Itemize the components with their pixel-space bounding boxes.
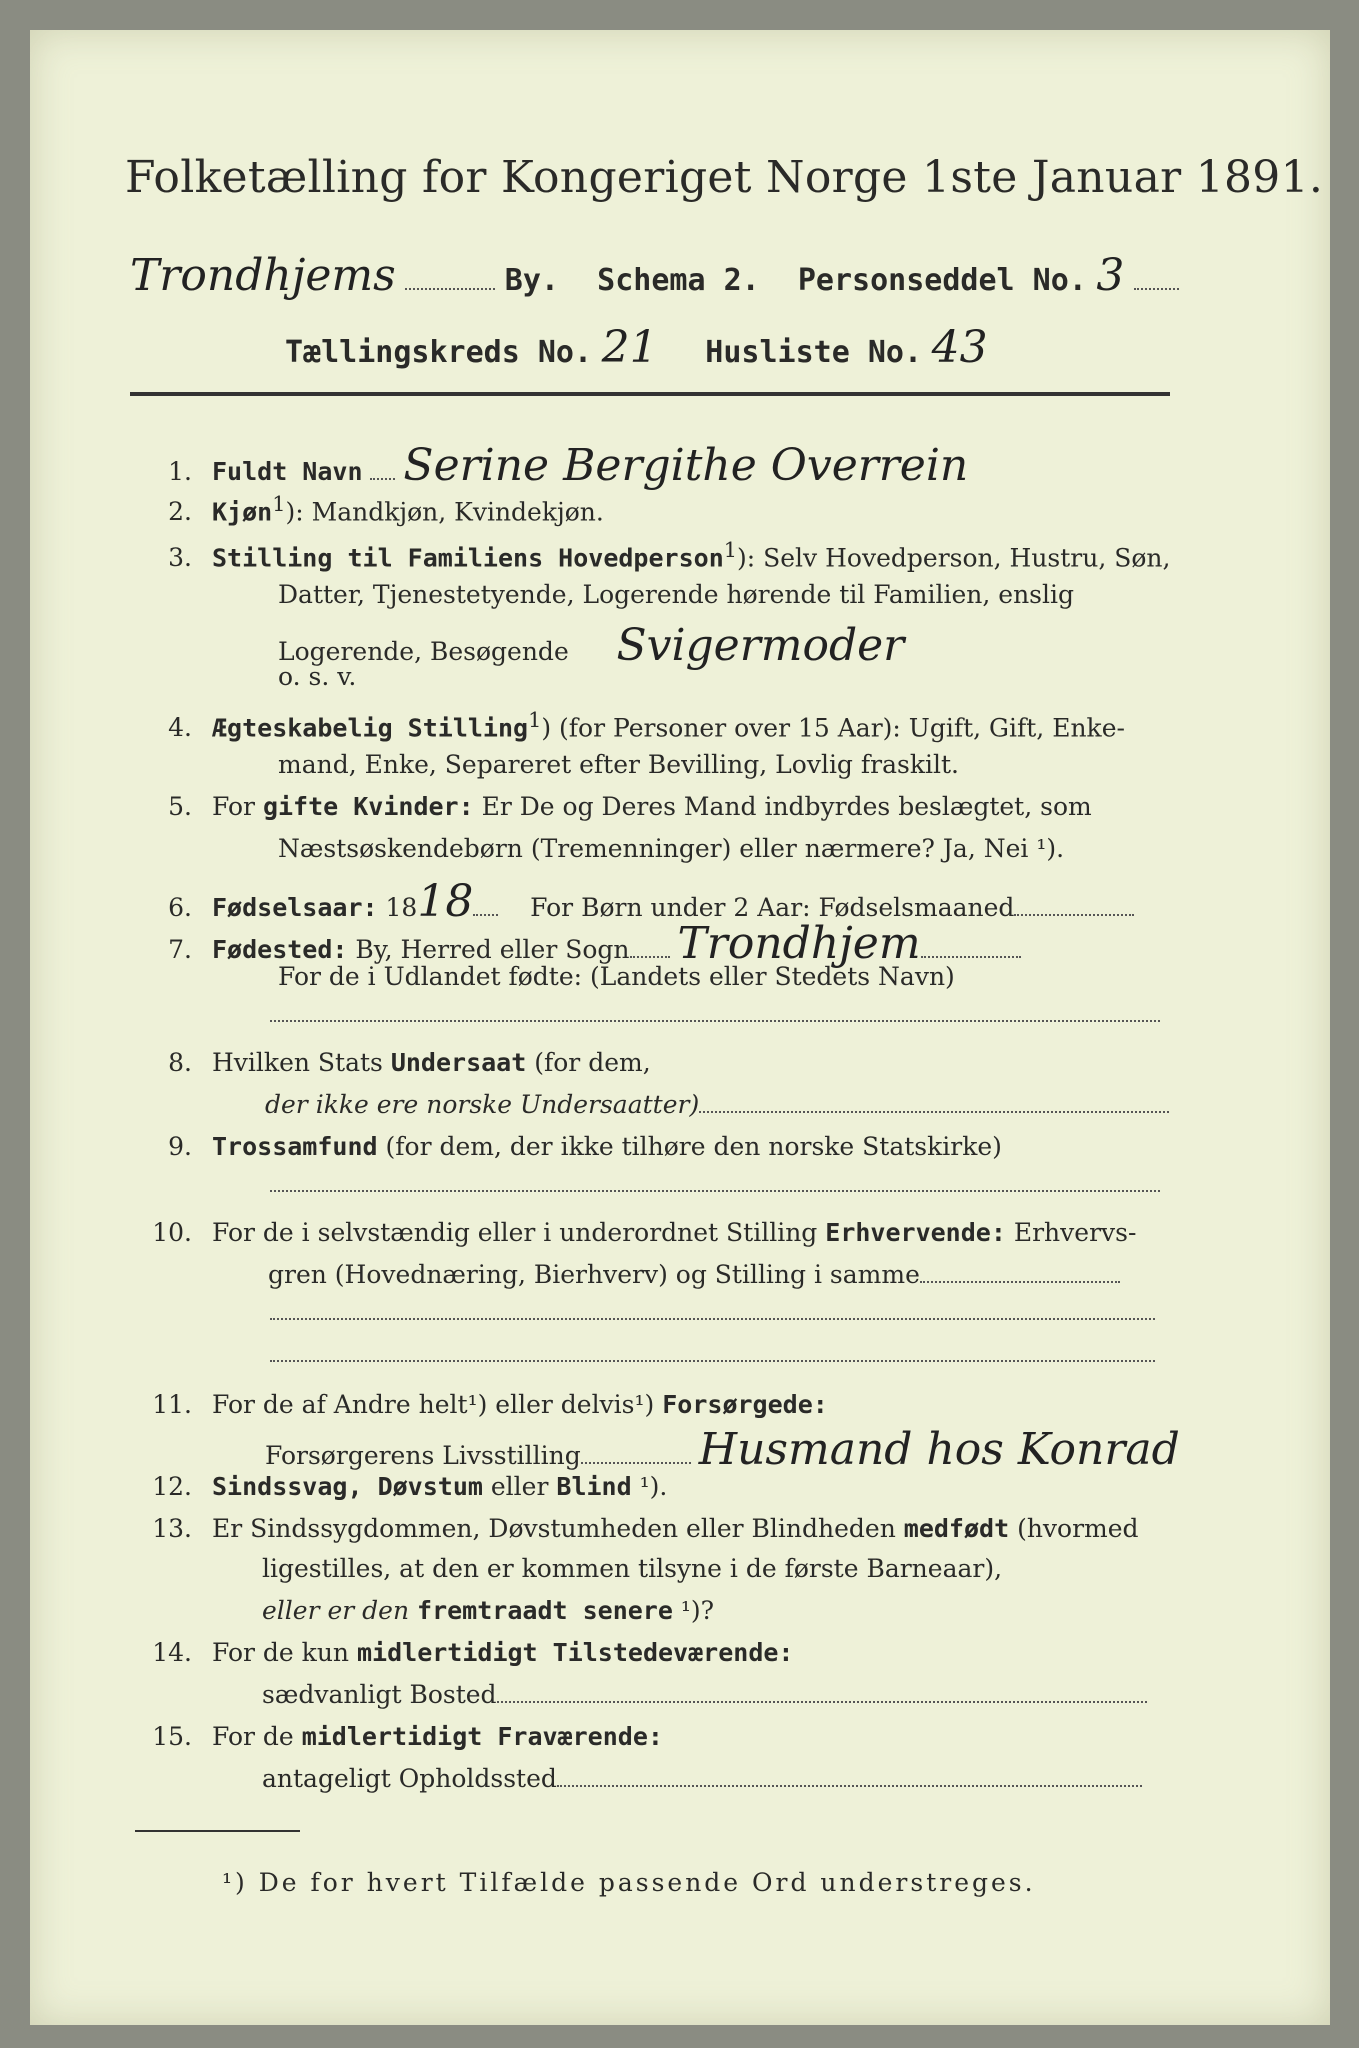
header-rule: [130, 392, 1170, 396]
question-text: Hvilken Stats: [212, 1048, 383, 1077]
question-number: 5.: [168, 792, 192, 821]
question-8-line-2: [265, 1090, 1169, 1119]
dotted-line: [270, 1020, 1160, 1022]
question-label: gifte Kvinder:: [262, 792, 474, 821]
question-13-text-2: ligestilles, at den er kommen tilsyne i de første Barneaar),: [262, 1554, 1003, 1583]
question-label: Fødselsaar:: [212, 893, 378, 922]
personseddel-label: Personseddel No.: [797, 263, 1087, 298]
question-text: ¹).: [639, 1472, 668, 1501]
question-number: 8.: [168, 1048, 192, 1077]
question-label: Trossamfund: [212, 1132, 378, 1161]
question-text: For de: [212, 1722, 294, 1751]
question-text: For de i selvstændig eller i underordnet Stilling: [212, 1218, 818, 1247]
question-text: der ikke ere norske Undersaatter): [265, 1090, 700, 1119]
question-15: [130, 1722, 663, 1751]
question-9: [130, 1132, 1002, 1161]
question-text: ¹)?: [680, 1596, 715, 1625]
question-10-line-2: [268, 1260, 1120, 1289]
question-10: [130, 1218, 1136, 1247]
question-text: Erhvervs-: [1013, 1218, 1137, 1247]
question-text: ): Selv Hovedperson, Hustru, Søn,: [737, 543, 1171, 573]
husliste-label: Husliste No.: [705, 335, 923, 370]
question-3-line-3: [278, 620, 904, 671]
question-number: 15.: [152, 1722, 192, 1751]
question-text: ): Mandkjøn, Kvindekjøn.: [285, 497, 604, 527]
question-label: Erhvervende:: [825, 1218, 1006, 1247]
birthplace-answer: Trondhjem: [677, 918, 921, 969]
dotted-line: [270, 1360, 1155, 1362]
question-text: Forsørgerens Livsstilling: [265, 1441, 581, 1470]
dotted-line: [270, 1318, 1155, 1320]
dotted-line: [497, 1701, 1147, 1703]
dotted-line: [270, 1190, 1160, 1192]
question-text: sædvanligt Bosted: [262, 1680, 497, 1709]
dotted-line: [557, 1785, 1142, 1787]
question-label: Undersaat: [390, 1048, 527, 1077]
question-text: For de kun: [212, 1638, 350, 1667]
question-7-text-2: For de i Udlandet fødte: (Landets eller Stedets Navn): [278, 962, 955, 991]
header-line-city: [130, 250, 1179, 301]
dotted-line: [699, 1111, 1169, 1113]
question-label: Ægteskabelig Stilling: [212, 713, 529, 743]
provider-answer: Husmand hos Konrad: [698, 1424, 1180, 1475]
question-14-line-2: [262, 1680, 1147, 1709]
year-prefix: 18: [385, 893, 418, 922]
dotted-line: [581, 1462, 691, 1464]
question-label: Fuldt Navn: [212, 457, 363, 486]
question-15-line-2: [262, 1764, 1142, 1793]
husliste-number: 43: [931, 322, 988, 373]
form-title: Folketælling for Kongeriget Norge 1ste Januar 1891.: [125, 152, 1324, 203]
question-5-text-2: Næstsøskendebørn (Tremenninger) eller nærmere? Ja, Nei ¹).: [278, 834, 1065, 863]
header-line-krets: [285, 322, 988, 373]
question-text: (hvormed: [1017, 1514, 1139, 1543]
question-text: (for dem, der ikke tilhøre den norske Statskirke): [385, 1132, 1002, 1161]
name-answer: Serine Bergithe Overrein: [403, 440, 969, 491]
question-label: midlertidigt Tilstedeværende:: [356, 1638, 794, 1667]
question-label: Sindssvag, Døvstum: [212, 1472, 483, 1501]
question-11: [130, 1390, 828, 1419]
dotted-line: [920, 1281, 1120, 1283]
question-text: Logerende, Besøgende: [278, 637, 569, 666]
question-label: midlertidigt Fraværende:: [301, 1722, 663, 1751]
question-4: [130, 708, 1125, 742]
question-label: Forsørgede:: [662, 1390, 828, 1419]
question-text: gren (Hovednæring, Bierhverv) og Stilling i samme: [268, 1260, 920, 1289]
city-handwritten: Trondhjems: [130, 250, 396, 301]
question-text: By, Herred eller Sogn: [355, 935, 630, 964]
question-number: 10.: [152, 1218, 192, 1247]
question-number: 11.: [152, 1390, 192, 1419]
question-number: 7.: [168, 935, 192, 964]
question-text: ) (for Personer over 15 Aar): Ugift, Gift, Enke-: [541, 713, 1125, 743]
question-text: eller er den: [262, 1596, 410, 1625]
footnote-mark: 1: [723, 538, 738, 562]
question-1: [130, 440, 968, 491]
question-3-text-4: o. s. v.: [278, 662, 357, 691]
question-text: eller: [490, 1472, 549, 1501]
question-label: fremtraadt senere: [417, 1596, 673, 1625]
question-13-line-3: [262, 1596, 714, 1625]
question-11-line-2: [265, 1424, 1180, 1475]
dotted-line: [1134, 288, 1179, 290]
question-text: Er De og Deres Mand indbyrdes beslægtet, som: [481, 792, 1092, 821]
footnote: ¹) De for hvert Tilfælde passende Ord understreges.: [222, 1868, 1036, 1897]
question-text: For de af Andre helt¹) eller delvis¹): [212, 1390, 655, 1419]
question-number: 2.: [168, 497, 192, 527]
question-number: 12.: [152, 1472, 192, 1501]
question-number: 13.: [152, 1514, 192, 1543]
question-8: [130, 1048, 651, 1077]
question-number: 9.: [168, 1132, 192, 1161]
schema-label: Schema 2.: [597, 263, 760, 298]
question-3-text-2: Datter, Tjenestetyende, Logerende hørende til Familien, enslig: [278, 580, 1075, 609]
krets-label: Tællingskreds No.: [285, 335, 593, 370]
footnote-rule: [135, 1830, 300, 1832]
question-label: medfødt: [903, 1514, 1010, 1543]
question-12: [130, 1472, 667, 1501]
question-text: For: [212, 792, 255, 821]
birth-year-answer: 18: [417, 876, 474, 927]
question-4-text-2: mand, Enke, Separeret efter Bevilling, Lovlig fraskilt.: [278, 750, 959, 779]
question-3: [130, 538, 1170, 572]
question-14: [130, 1638, 793, 1667]
question-5: [130, 792, 1092, 821]
question-text: Er Sindssygdommen, Døvstumheden eller Blindheden: [212, 1514, 896, 1543]
dotted-line: [405, 288, 495, 290]
question-text: antageligt Opholdssted: [262, 1764, 557, 1793]
dotted-line: [473, 914, 498, 916]
dotted-line: [370, 478, 395, 480]
question-number: 4.: [168, 713, 192, 743]
krets-number: 21: [601, 322, 658, 373]
question-2: [130, 492, 604, 526]
question-label: Blind: [556, 1472, 632, 1501]
footnote-mark: 1: [272, 492, 286, 516]
question-number: 1.: [168, 457, 192, 486]
question-number: 3.: [168, 543, 192, 573]
question-13: [130, 1514, 1139, 1543]
by-label: By.: [504, 263, 559, 298]
question-label: Fødested:: [212, 935, 348, 964]
question-label: Stilling til Familiens Hovedperson: [212, 543, 724, 573]
dotted-line: [630, 956, 670, 958]
personseddel-number: 3: [1096, 250, 1125, 301]
question-text: For Børn under 2 Aar: Fødselsmaaned: [530, 893, 1015, 922]
dotted-line: [921, 956, 1021, 958]
dotted-line: [1014, 914, 1134, 916]
question-number: 6.: [168, 893, 192, 922]
relation-answer: Svigermoder: [616, 620, 905, 671]
footnote-mark: 1: [528, 708, 542, 732]
question-text: (for dem,: [534, 1048, 651, 1077]
question-number: 14.: [152, 1638, 192, 1667]
question-label: Kjøn: [212, 497, 273, 527]
